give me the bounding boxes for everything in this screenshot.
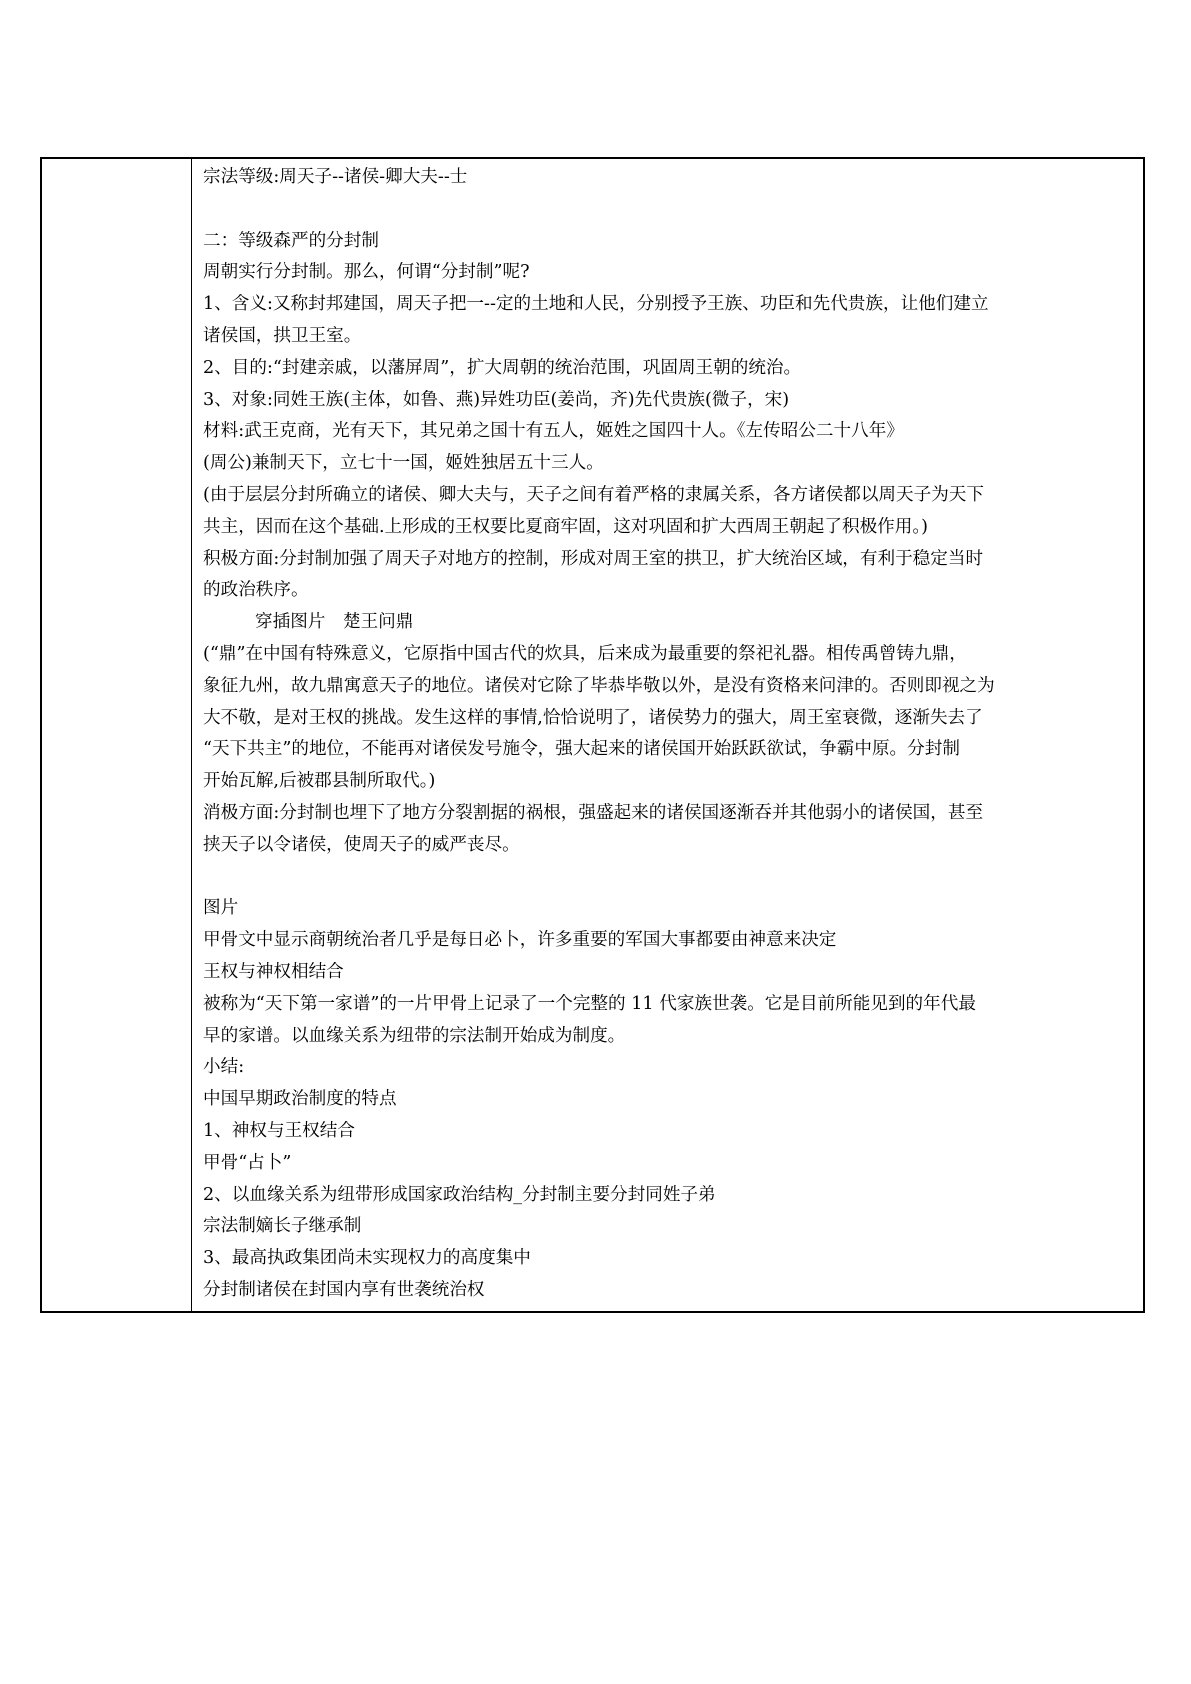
text-line: 分封制诸侯在封国内享有世袭统治权: [203, 1279, 485, 1300]
document-table: [40, 157, 1145, 1313]
text-line: 甲骨文中显示商朝统治者几乎是每日必卜，许多重要的军国大事都要由神意来决定: [203, 930, 837, 951]
text-line: 被称为“天下第一家谱”的一片甲骨上记录了一个完整的 11 代家族世袭。它是目前所能见到的年代最: [203, 993, 976, 1014]
text-line: 大不敬，是对王权的挑战。发生这样的事情,恰恰说明了，诸侯势力的强大，周王室衰微，逐渐失去了: [203, 707, 983, 728]
text-line: (“鼎”在中国有特殊意义，它原指中国古代的炊具，后来成为最重要的祭祀礼器。相传禹曾铸九鼎，: [203, 643, 967, 664]
blank-line: [203, 194, 1135, 226]
blank-line: [203, 862, 1135, 894]
text-line: 共主，因而在这个基础.上形成的王权要比夏商牢固，这对巩固和扩大西周王朝起了积极作用。): [203, 516, 929, 537]
section-heading: 二：等级森严的分封制: [203, 230, 379, 251]
text-line: 3、对象:同姓王族(主体，如鲁、燕)异姓功臣(姜尚，齐)先代贵族(微子，宋): [203, 389, 790, 410]
text-line: 消极方面:分封制也埋下了地方分裂割据的祸根，强盛起来的诸侯国逐渐吞并其他弱小的诸侯国，甚至: [203, 802, 984, 823]
text-line: 宗法等级:周天子--诸侯-卿大夫--士: [203, 167, 468, 187]
text-line: 材料:武王克商，光有天下，其兄弟之国十有五人，姬姓之国四十人。《左传昭公二十八年》: [203, 421, 904, 442]
summary-heading: 小结:: [203, 1057, 245, 1078]
table-left-column: [42, 159, 192, 1311]
table-content-cell: [192, 159, 1143, 1311]
text-line: 象征九州，故九鼎寓意天子的地位。诸侯对它除了毕恭毕敬以外，是没有资格来问津的。否则即视之为: [203, 675, 995, 696]
text-line: “天下共主”的地位，不能再对诸侯发号施令，强大起来的诸侯国开始跃跃欲试，争霸中原。分封制: [203, 739, 960, 760]
text-line: 积极方面:分封制加强了周天子对地方的控制，形成对周王室的拱卫，扩大统治区域，有利于稳定当时: [203, 548, 984, 569]
text-line: 的政治秩序。: [203, 580, 309, 601]
text-line: 1、神权与王权结合: [203, 1120, 355, 1141]
text-line: 2、以血缘关系为纽带形成国家政治结构_分封制主要分封同姓子弟: [203, 1184, 716, 1205]
text-line: 开始瓦解,后被郡县制所取代。): [203, 771, 436, 792]
text-line: 宗法制嫡长子继承制: [203, 1216, 362, 1237]
text-line: (由于层层分封所确立的诸侯、卿大夫与，天子之间有着严格的隶属关系，各方诸侯都以周天子为天下: [203, 484, 984, 505]
text-line: 早的家谱。以血缘关系为纽带的宗法制开始成为制度。: [203, 1025, 626, 1046]
text-line: 中国早期政治制度的特点: [203, 1089, 397, 1110]
text-line: 甲骨“占卜”: [203, 1152, 292, 1173]
text-line: 3、最高执政集团尚未实现权力的高度集中: [203, 1248, 531, 1269]
text-line: (周公)兼制天下，立七十一国，姬姓独居五十三人。: [203, 453, 604, 474]
text-line: 1、含义:又称封邦建国，周天子把一--定的土地和人民，分别授予王族、功臣和先代贵族，让他们建立: [203, 294, 989, 315]
text-line: 王权与神权相结合: [203, 961, 344, 982]
text-line: 诸侯国，拱卫王室。: [203, 325, 362, 346]
text-line: 挟天子以令诸侯，使周天子的威严丧尽。: [203, 834, 520, 855]
image-insert-note: 穿插图片 楚王问鼎: [255, 612, 414, 633]
text-line: 周朝实行分封制。那么，何谓“分封制”呢?: [203, 262, 530, 283]
text-line: 图片: [203, 898, 239, 919]
text-line: 2、目的:“封建亲戚，以藩屏周”，扩大周朝的统治范围，巩固周王朝的统治。: [203, 357, 802, 378]
